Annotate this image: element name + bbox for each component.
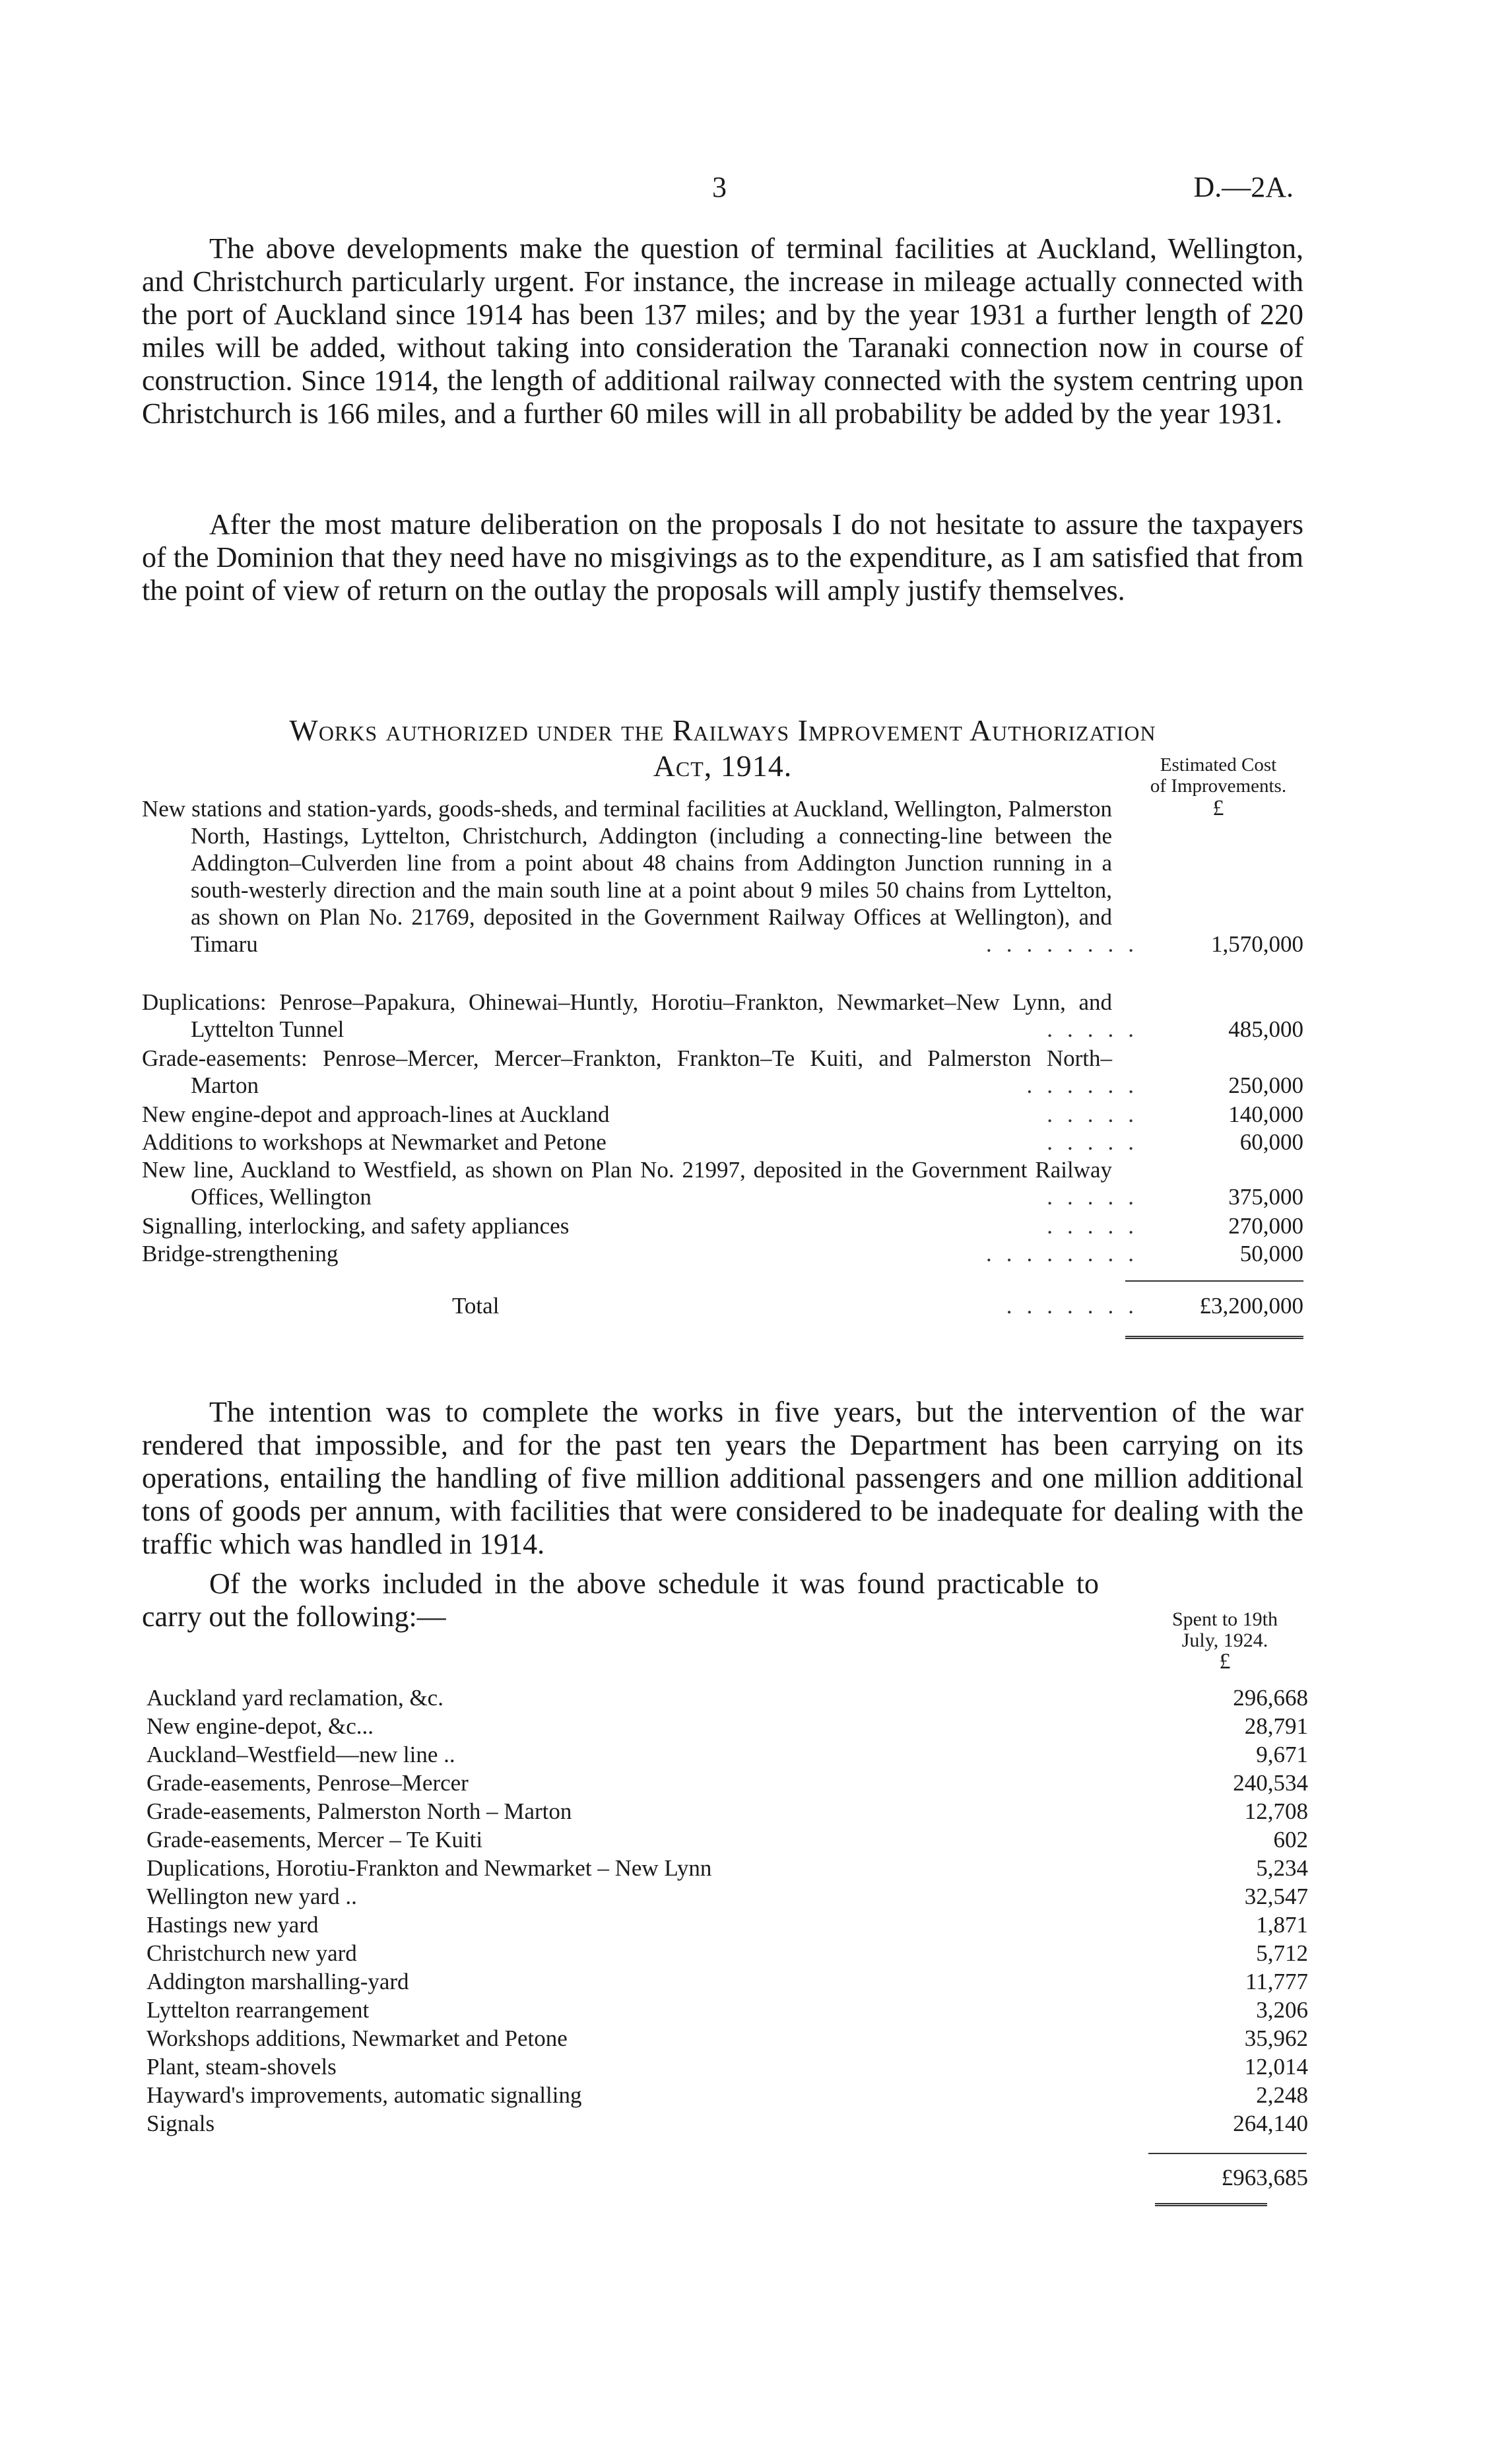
paragraph-intention: The intention was to complete the works in five years, but the intervention of the war rendered that impossible, and for the past ten years the Department has been carrying on its operations, entailing the handling of five million additional passengers and one million additional tons of goods per annum, with facilities that were considered to be inadequate for dealing with the traffic which was handled in 1914.	[142, 1396, 1303, 1560]
leader-dots: .....	[1047, 1213, 1148, 1239]
schedule1-row	[142, 795, 1303, 958]
row-label: Auckland yard reclamation, &c.	[147, 1685, 444, 1711]
spent-column-head	[1146, 1609, 1304, 1672]
leader-dots: .....	[1047, 1016, 1148, 1042]
row-label: Plant, steam-shovels	[147, 2054, 337, 2080]
row-amount: 35,962	[1244, 2025, 1308, 2051]
schedule2-row	[147, 1685, 1308, 1711]
page-number: 3	[712, 171, 727, 203]
total-amount: £963,685	[1221, 2165, 1308, 2190]
paragraph-deliberation: After the most mature deliberation on the proposals I do not hesitate to assure the taxpayers of the Dominion that they need have no misgivings as to the expenditure, as I am satisfied that from the point of view of return on the outlay the proposals will amply justify themselves.	[142, 508, 1303, 607]
schedule2-row	[147, 1770, 1308, 1796]
row-label: Christchurch new yard	[147, 1940, 357, 1966]
page-header	[145, 170, 1294, 210]
row-amount: 264,140	[1233, 2111, 1308, 2136]
row-description: Additions to workshops at Newmarket and Petone	[142, 1129, 607, 1155]
total-label: Total	[452, 1293, 500, 1319]
schedule-title-line2: Act, 1914.	[653, 749, 793, 783]
schedule2-row	[147, 2025, 1308, 2052]
schedule2-row	[147, 1912, 1308, 1938]
row-amount: 5,234	[1256, 1855, 1308, 1881]
row-description: Grade-easements: Penrose–Mercer, Mercer–Frankton, Frankton–Te Kuiti, and Palmerston North–Marton	[142, 1045, 1112, 1098]
row-amount: 2,248	[1256, 2082, 1308, 2108]
row-description: Signalling, interlocking, and safety appliances	[142, 1213, 570, 1239]
leader-dots: ........	[986, 931, 1148, 957]
row-label: New engine-depot, &c...	[147, 1713, 374, 1739]
schedule-title	[142, 713, 1303, 784]
leader-dots: .....	[1047, 1101, 1148, 1127]
leader-dots: .....	[1047, 1184, 1148, 1210]
currency-symbol: £	[1219, 1649, 1231, 1674]
schedule2-row	[147, 1855, 1308, 1882]
row-amount: 485,000	[1228, 1016, 1303, 1042]
row-amount: 50,000	[1239, 1241, 1303, 1266]
row-label: Auckland–Westfield—new line ..	[147, 1742, 455, 1767]
currency-symbol: £	[1212, 796, 1224, 820]
row-description: Bridge-strengthening	[142, 1241, 339, 1266]
total-amount: £3,200,000	[1199, 1293, 1303, 1319]
leader-dots: .....	[1047, 1129, 1148, 1155]
leader-dots: ......	[1026, 1072, 1148, 1098]
row-label: Grade-easements, Mercer – Te Kuiti	[147, 1827, 483, 1853]
row-label: Grade-easements, Penrose–Mercer	[147, 1770, 469, 1796]
total-double-rule	[1125, 1336, 1303, 1341]
row-amount: 28,791	[1244, 1713, 1308, 1739]
row-amount: 1,570,000	[1211, 931, 1303, 957]
row-amount: 602	[1273, 1827, 1308, 1853]
row-label: Addington marshalling-yard	[147, 1969, 409, 1994]
schedule1-row	[142, 1240, 1303, 1267]
schedule1-row	[142, 1129, 1303, 1156]
column-head-line1: Spent to 19th	[1171, 1608, 1278, 1630]
row-amount: 32,547	[1244, 1884, 1308, 1909]
subtotal-rule	[1148, 2153, 1307, 2154]
schedule1-row	[142, 1156, 1303, 1210]
schedule1-row	[142, 1212, 1303, 1239]
total-double-rule	[1155, 2203, 1267, 2208]
schedule2-row	[147, 1827, 1308, 1853]
row-label: Grade-easements, Palmerston North – Marton	[147, 1798, 572, 1824]
row-amount: 270,000	[1228, 1213, 1303, 1239]
schedule2-row	[147, 1940, 1308, 1967]
row-label: Duplications, Horotiu-Frankton and Newmarket – New Lynn	[147, 1855, 712, 1881]
row-amount: 9,671	[1256, 1742, 1308, 1767]
document-reference: D.—2A.	[1193, 171, 1294, 203]
row-amount: 11,777	[1245, 1969, 1308, 1994]
schedule2-row	[147, 2111, 1308, 2137]
row-amount: 60,000	[1239, 1129, 1303, 1155]
row-description: Duplications: Penrose–Papakura, Ohinewai–Huntly, Horotiu–Frankton, Newmarket–New Lynn, and Lyttelton Tunnel	[142, 989, 1112, 1042]
column-head-line1: Estimated Cost	[1160, 754, 1277, 775]
row-amount: 375,000	[1228, 1184, 1303, 1210]
row-label: Workshops additions, Newmarket and Petone	[147, 2025, 568, 2051]
row-label: Hastings new yard	[147, 1912, 319, 1938]
schedule2-row	[147, 2054, 1308, 2080]
paragraph-terminal-facilities: The above developments make the question of terminal facilities at Auckland, Wellington, and Christchurch particularly urgent. For instance, the increase in mileage actually connected with the port of Auckland since 1914 has been 137 miles; and by the year 1931 a further length of 220 miles will be added, without taking into consideration the Taranaki connection now in course of construction. Since 1914, the length of additional railway connected with the system centring upon Christchurch is 166 miles, and a further 60 miles will in all probability be added by the year 1931.	[142, 232, 1303, 430]
schedule1-total-row	[142, 1292, 1303, 1319]
row-amount: 296,668	[1233, 1685, 1308, 1711]
row-amount: 12,014	[1244, 2054, 1308, 2080]
row-label: Hayward's improvements, automatic signalling	[147, 2082, 582, 2108]
row-label: Signals	[147, 2111, 215, 2136]
schedule2-row	[147, 1884, 1308, 1910]
row-amount: 1,871	[1256, 1912, 1308, 1938]
row-label: Wellington new yard ..	[147, 1884, 357, 1909]
row-label: Lyttelton rearrangement	[147, 1997, 370, 2023]
column-head-line2: July, 1924.	[1181, 1629, 1268, 1651]
row-amount: 250,000	[1228, 1072, 1303, 1098]
leader-dots: .......	[1006, 1293, 1148, 1319]
row-amount: 140,000	[1228, 1101, 1303, 1127]
schedule-title-line1: Works authorized under the Railways Improvement Authorization	[289, 713, 1156, 747]
row-amount: 5,712	[1256, 1940, 1308, 1966]
schedule1-row	[142, 1101, 1303, 1128]
leader-dots: ........	[986, 1241, 1148, 1266]
schedule2-row	[147, 2082, 1308, 2109]
row-amount: 3,206	[1256, 1997, 1308, 2023]
schedule2-row	[147, 1713, 1308, 1740]
schedule2-row	[147, 1798, 1308, 1825]
schedule2-row	[147, 1997, 1308, 2023]
row-description: New engine-depot and approach-lines at Auckland	[142, 1101, 610, 1127]
column-head-line2: of Improvements.	[1150, 775, 1287, 797]
subtotal-rule	[1125, 1280, 1303, 1282]
paragraph-works-carried-out: Of the works included in the above schedule it was found practicable to carry out the following:—	[142, 1567, 1099, 1633]
schedule1-row	[142, 1045, 1303, 1099]
row-description: New stations and station-yards, goods-sheds, and terminal facilities at Auckland, Wellington, Palmerston North, Hastings, Lyttelton, Christchurch, Addington (including a connecting-line between the Addington–Culverden line from a point about 48 chains from Addington Junction running in a south-westerly direction and the main south line at a point about 9 miles 50 chains from Lyttelton, as shown on Plan No. 21769, deposited in the Government Railway Offices at Wellington), and Timaru	[142, 796, 1112, 957]
row-description: New line, Auckland to Westfield, as shown on Plan No. 21997, deposited in the Government Railway Offices, Wellington	[142, 1157, 1112, 1210]
schedule2-row	[147, 1969, 1308, 1995]
row-amount: 240,534	[1233, 1770, 1308, 1796]
schedule2-row	[147, 1742, 1308, 1768]
schedule1-row	[142, 989, 1303, 1043]
row-amount: 12,708	[1244, 1798, 1308, 1824]
